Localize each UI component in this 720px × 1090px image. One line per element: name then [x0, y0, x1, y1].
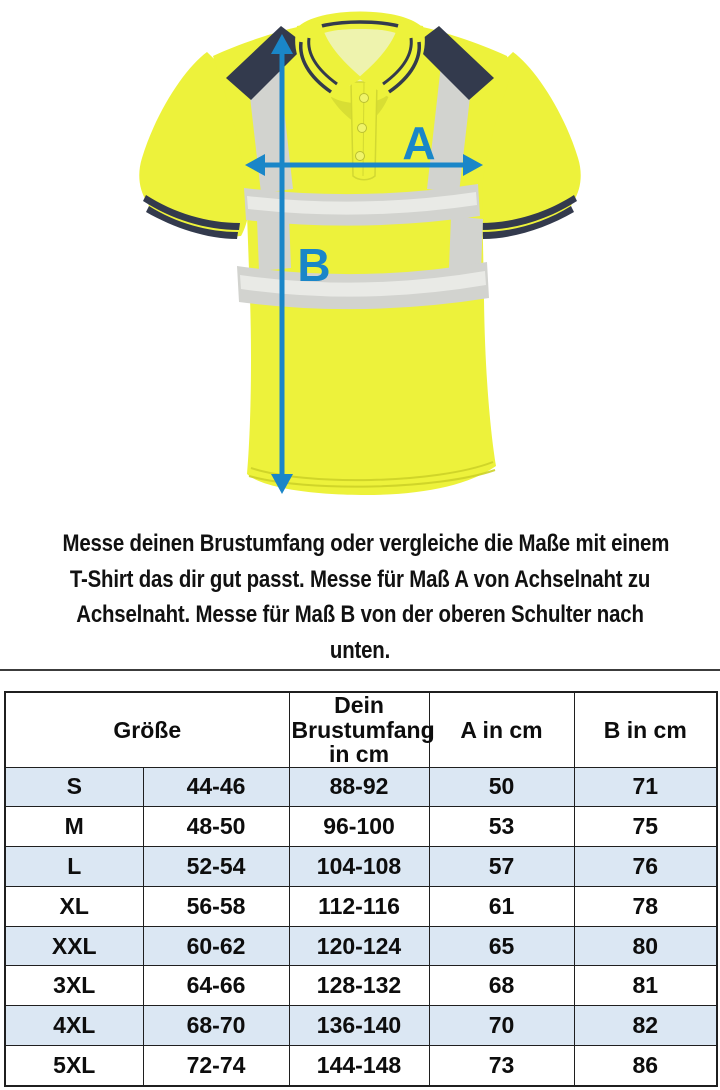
- polo-shirt: [139, 12, 580, 496]
- label-b: B: [297, 239, 331, 291]
- cell-size: XXL: [5, 926, 143, 966]
- cell-a: 68: [429, 966, 574, 1006]
- button: [356, 152, 365, 161]
- label-a: A: [402, 117, 436, 169]
- col-header-size: Größe: [5, 692, 289, 767]
- cell-size: L: [5, 847, 143, 887]
- cell-chest: 96-100: [289, 807, 429, 847]
- col-header-a: A in cm: [429, 692, 574, 767]
- cell-a: 61: [429, 886, 574, 926]
- button: [360, 94, 369, 103]
- cell-a: 53: [429, 807, 574, 847]
- table-header-row: [5, 692, 717, 767]
- col-header-chest: Dein Brustumfang in cm: [289, 692, 429, 767]
- cell-a: 57: [429, 847, 574, 887]
- cell-b: 82: [574, 1006, 717, 1046]
- divider-rule: [0, 669, 720, 671]
- cell-size-range: 48-50: [143, 807, 289, 847]
- instruction-line: Messe deinen Brustumfang oder vergleiche die Maße mit einem: [62, 530, 670, 557]
- reflective-stripe-left-mid: [257, 216, 291, 271]
- cell-a: 65: [429, 926, 574, 966]
- table-row: [5, 847, 717, 887]
- reflective-stripe-right-mid: [449, 216, 483, 271]
- cell-size-range: 60-62: [143, 926, 289, 966]
- size-table: [4, 691, 718, 1087]
- cell-size-range: 44-46: [143, 767, 289, 807]
- measuring-instructions: [10, 526, 710, 668]
- instruction-line: unten.: [329, 636, 391, 664]
- col-header-b: B in cm: [574, 692, 717, 767]
- cell-size-range: 56-58: [143, 886, 289, 926]
- cell-chest: 144-148: [289, 1045, 429, 1086]
- cell-size: XL: [5, 886, 143, 926]
- table-row: [5, 926, 717, 966]
- cell-b: 81: [574, 966, 717, 1006]
- cell-a: 73: [429, 1045, 574, 1086]
- cell-chest: 112-116: [289, 886, 429, 926]
- cell-a: 50: [429, 767, 574, 807]
- cell-b: 78: [574, 886, 717, 926]
- hi-vis-polo-illustration: [0, 0, 720, 512]
- table-row: [5, 1006, 717, 1046]
- cell-size: M: [5, 807, 143, 847]
- table-row: [5, 966, 717, 1006]
- cell-b: 71: [574, 767, 717, 807]
- cell-size: 3XL: [5, 966, 143, 1006]
- cell-b: 86: [574, 1045, 717, 1086]
- cell-chest: 88-92: [289, 767, 429, 807]
- table-row: [5, 1045, 717, 1086]
- cell-size-range: 72-74: [143, 1045, 289, 1086]
- cell-size-range: 68-70: [143, 1006, 289, 1046]
- cell-b: 75: [574, 807, 717, 847]
- table-row: [5, 767, 717, 807]
- instruction-line: T-Shirt das dir gut passt. Messe für Maß A von Achselnaht zu: [69, 565, 651, 593]
- instruction-line: Achselnaht. Messe für Maß B von der oberen Schulter nach: [76, 601, 644, 628]
- cell-size: 4XL: [5, 1006, 143, 1046]
- table-row: [5, 886, 717, 926]
- cell-chest: 136-140: [289, 1006, 429, 1046]
- table-row: [5, 807, 717, 847]
- cell-size: S: [5, 767, 143, 807]
- cell-chest: 128-132: [289, 966, 429, 1006]
- cell-size-range: 64-66: [143, 966, 289, 1006]
- button: [358, 124, 367, 133]
- cell-size-range: 52-54: [143, 847, 289, 887]
- cell-a: 70: [429, 1006, 574, 1046]
- cell-size: 5XL: [5, 1045, 143, 1086]
- cell-chest: 104-108: [289, 847, 429, 887]
- cell-b: 76: [574, 847, 717, 887]
- cell-b: 80: [574, 926, 717, 966]
- cell-chest: 120-124: [289, 926, 429, 966]
